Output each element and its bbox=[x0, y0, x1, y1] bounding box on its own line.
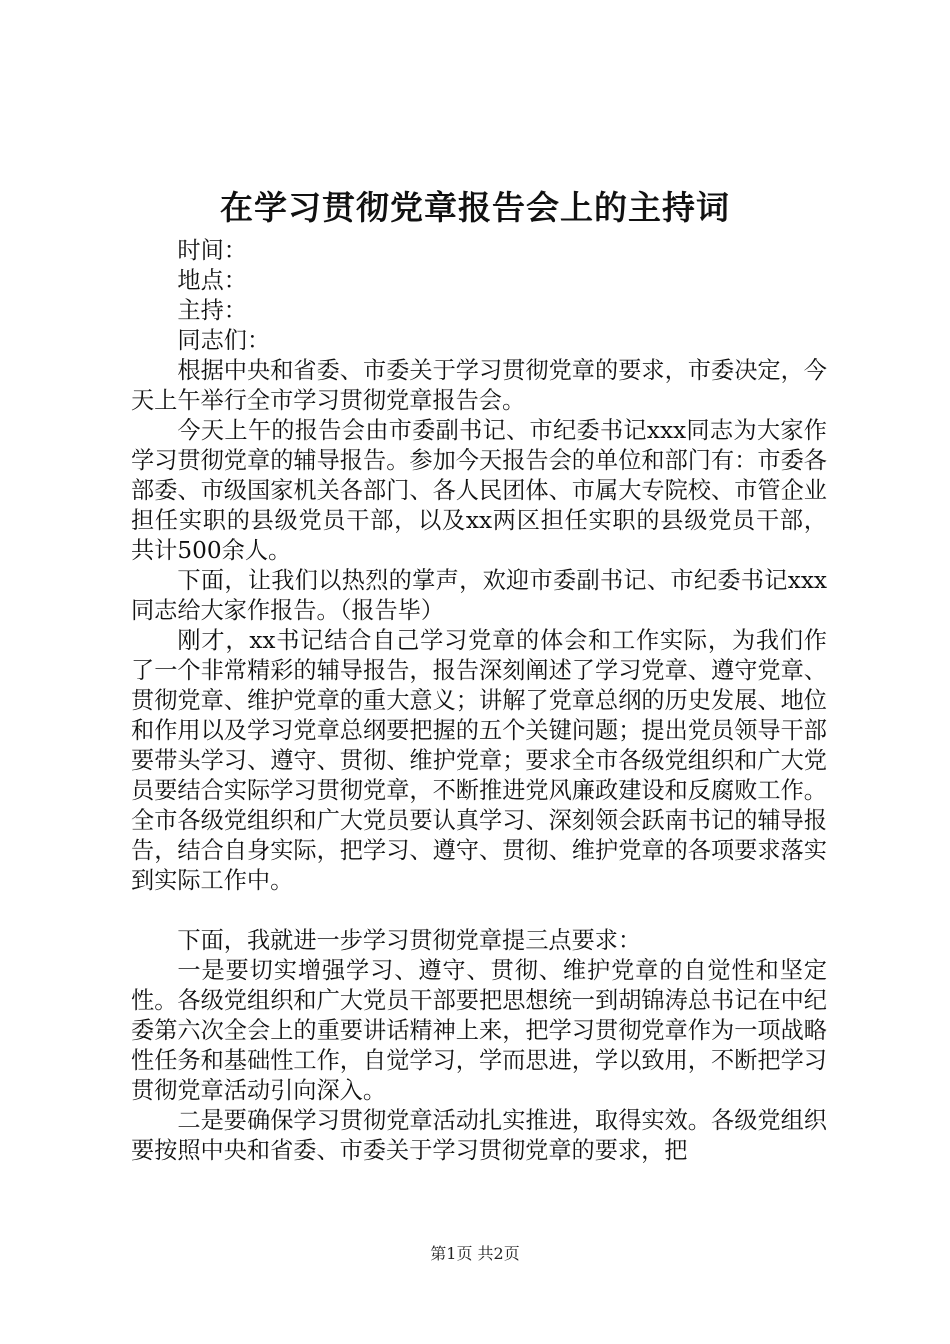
paragraph-welcome: 下面，让我们以热烈的掌声，欢迎市委副书记、市纪委书记xxx同志给大家作报告。（报告毕） bbox=[131, 567, 827, 624]
paragraph-requirement-one: 一是要切实增强学习、遵守、贯彻、维护党章的自觉性和坚定性。各级党组织和广大党员干部要把思想统一到胡锦涛总书记在中纪委第六次全会上的重要讲话精神上来，把学习贯彻党章作为一项战略性任务和基础性工作，自觉学习，学而思进，学以致用，不断把学习贯彻党章活动引向深入。 bbox=[131, 957, 827, 1104]
paragraph-report-info: 今天上午的报告会由市委副书记、市纪委书记xxx同志为大家作学习贯彻党章的辅导报告。参加今天报告会的单位和部门有：市委各部委、市级国家机关各部门、各人民团体、市属大专院校、市管企业担任实职的县级党员干部，以及xx两区担任实职的县级党员干部，共计500余人。 bbox=[131, 417, 827, 564]
paragraph-location: 地点： bbox=[177, 267, 247, 294]
paragraph-greeting: 同志们： bbox=[177, 327, 271, 354]
document-body bbox=[131, 236, 827, 1166]
document-title: 在学习贯彻党章报告会上的主持词 bbox=[220, 188, 730, 227]
page-number-footer: 第1页 共2页 bbox=[430, 1244, 520, 1263]
paragraph-requirement-two: 二是要确保学习贯彻党章活动扎实推进，取得实效。各级党组织要按照中央和省委、市委关于学习贯彻党章的要求，把 bbox=[131, 1107, 827, 1164]
paragraph-host: 主持： bbox=[177, 297, 247, 324]
paragraph-requirements-intro: 下面，我就进一步学习贯彻党章提三点要求： bbox=[177, 927, 642, 954]
paragraph-intro: 根据中央和省委、市委关于学习贯彻党章的要求，市委决定，今天上午举行全市学习贯彻党章报告会。 bbox=[131, 357, 827, 414]
paragraph-time: 时间： bbox=[177, 237, 247, 264]
paragraph-summary: 刚才，xx书记结合自己学习党章的体会和工作实际，为我们作了一个非常精彩的辅导报告，报告深刻阐述了学习党章、遵守党章、贯彻党章、维护党章的重大意义；讲解了党章总纲的历史发展、地位和作用以及学习党章总纲要把握的五个关键问题；提出党员领导干部要带头学习、遵守、贯彻、维护党章；要求全市各级党组织和广大党员要结合实际学习贯彻党章，不断推进党风廉政建设和反腐败工作。全市各级党组织和广大党员要认真学习、深刻领会跃南书记的辅导报告，结合自身实际，把学习、遵守、贯彻、维护党章的各项要求落实到实际工作中。 bbox=[131, 627, 827, 894]
